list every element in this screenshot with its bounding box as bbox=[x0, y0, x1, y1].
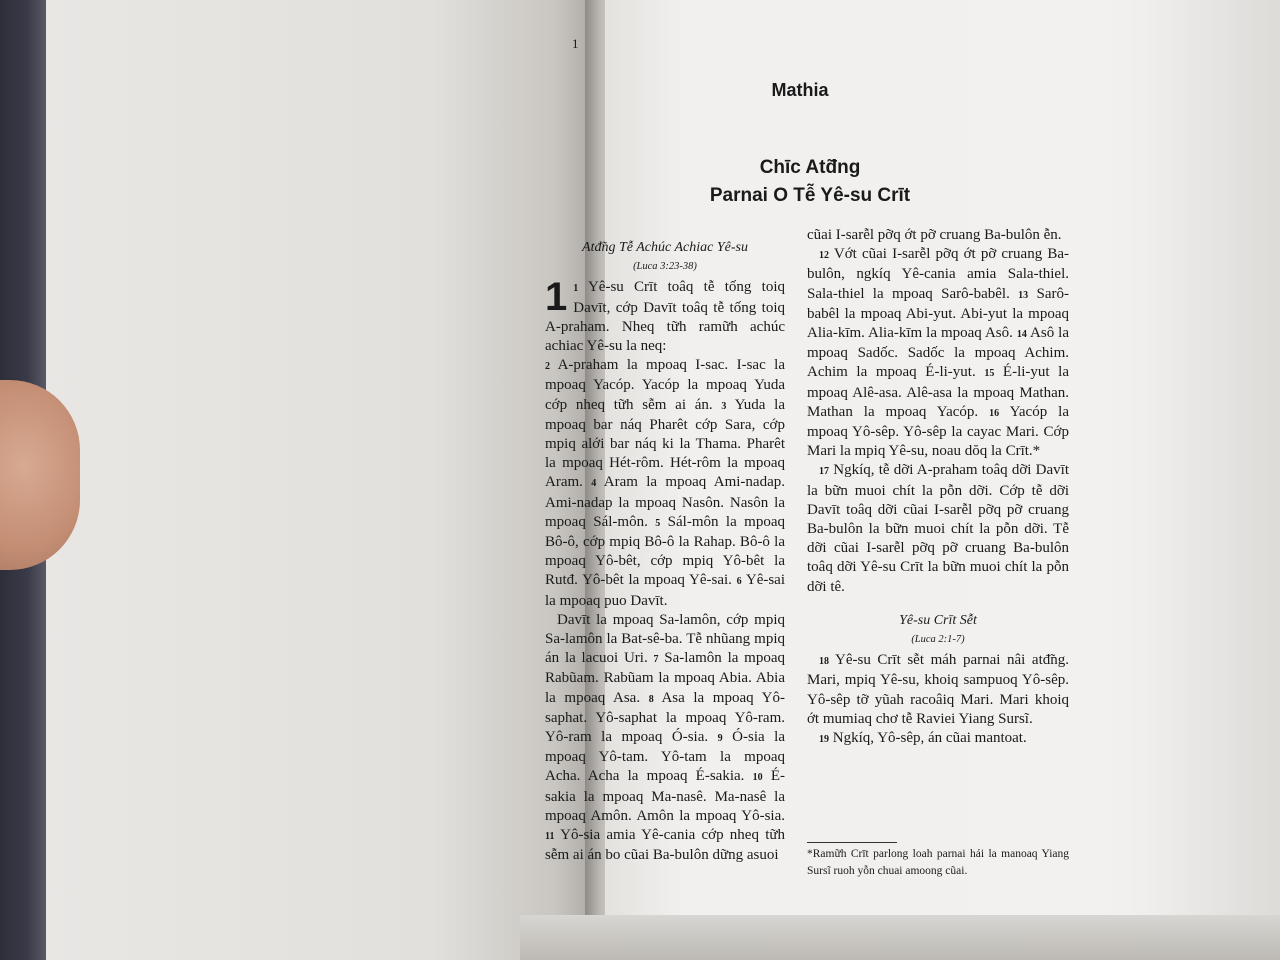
verse-text: cũai I-sarễl pỡq ớt pỡ cruang Ba-bulôn ễn. bbox=[807, 227, 1062, 243]
page-number: 1 bbox=[572, 36, 579, 51]
section-reference: (Luca 3:23-38) bbox=[633, 261, 697, 273]
footnote: *Ramữh Crīt parlong loah parnai hái la manoaq Yiang Sursĩ ruoh yỗn chuai amoong cũai. bbox=[807, 848, 1069, 877]
chapter-title bbox=[600, 154, 1020, 210]
verse-text: Yacóp la mpoaq Yô-sêp. Yô-sêp la cayac Mari. Cớp Mari la mpiq Yê-su, noau dŏq la Crīt.* bbox=[807, 403, 1069, 460]
verse-text: Sarô-babêl la mpoaq Abi-yut. Abi-yut la mpoaq Alia-kīm. Alia-kīm la mpoaq Asô. bbox=[807, 285, 1069, 342]
paragraph bbox=[807, 226, 1069, 245]
verse-text: Yê-sai la mpoaq puo Davīt. bbox=[545, 572, 786, 609]
verse-number: 14 bbox=[1016, 329, 1027, 341]
verse-text: Yê-su Crīt sễt máh parnai nâi atđ̃ng. Mari, mpiq Yê-su, khoiq sampuoq Yô-sêp. Yô-sêp tỡ yũah racoâiq Mari. Mari khoiq ớt mumiaq chơ tễ Raviei Yiang Sursĩ. bbox=[807, 652, 1069, 727]
verse-number: 16 bbox=[989, 407, 1000, 419]
verse-text: Yô-sia amia Yê-cania cớp nheq tữh sễm ai án bo cũai Ba-bulôn dững asuoi bbox=[545, 827, 785, 864]
chapter-title-line2: Parnai O Tễ Yê-su Crīt bbox=[709, 185, 911, 206]
verse-number: 12 bbox=[819, 250, 829, 262]
section-heading: Atđ̃ng Tễ Achúc Achiac Yê-su bbox=[582, 240, 748, 255]
section-heading: Yê-su Crīt Sễt bbox=[899, 612, 977, 628]
footnote-rule bbox=[807, 842, 897, 843]
verse-number: 13 bbox=[1018, 289, 1029, 301]
verse-text: Sa-lamôn la mpoaq Rabũam. Rabũam la mpoaq Abia. Abia la mpoaq Asa. bbox=[545, 650, 785, 706]
verse-number: 5 bbox=[655, 517, 661, 529]
verse-number: 7 bbox=[653, 654, 659, 666]
verse-text: Yuda la mpoaq bar náq Pharêt cớp Sara, cớp mpiq alới bar náq ki la Thama. Pharêt la mpoaq Hét-rôm. Hét-rôm la mpoaq Aram. bbox=[545, 396, 785, 491]
verse-text: A-praham la mpoaq I-sac. I-sac la mpoaq Yacóp. Yacóp la mpoaq Yuda cớp nheq tữh sễm ai án. bbox=[545, 357, 785, 413]
verse-number: 18 bbox=[819, 656, 829, 668]
verse-text: É-sakia la mpoaq Ma-nasê. Ma-nasê la mpoaq Amôn. Amôn la mpoaq Yô-sia. bbox=[545, 768, 785, 824]
section-reference: (Luca 2:1-7) bbox=[911, 634, 965, 646]
paragraph bbox=[807, 651, 1069, 729]
chapter-number: 1 bbox=[545, 275, 568, 320]
verse-number: 2 bbox=[545, 361, 550, 373]
verse-number: 10 bbox=[752, 772, 763, 784]
paragraph bbox=[807, 461, 1069, 596]
right-text-column bbox=[807, 226, 1069, 749]
paragraph bbox=[545, 356, 785, 611]
verse-text: Asa la mpoaq Yô-saphat. Yô-saphat la mpoaq Yô-ram. Yô-ram la mpoaq Ó-sia. bbox=[545, 689, 785, 746]
chapter-title-line1: Chīc Atđ̃ng bbox=[759, 157, 861, 178]
verse-number: 9 bbox=[717, 733, 723, 745]
verse-number: 3 bbox=[721, 400, 727, 412]
verse-text: Ngkíq, tễ dỡi A-praham toâq dỡi Davīt la bữn muoi chít la pỗn dỡi. Cớp tễ dỡi Davīt toâq dỡi cũai I-sarễl pỡq pỡ cruang Ba-bulôn la bữn muoi chít la pỗn dỡi. Tễ dỡi cũai I-sarễl pỡq pỡ cruang Ba-bulôn toâq dỡi Yê-su Crīt la bữn muoi chít la pỗn dỡi tê. bbox=[807, 462, 1070, 595]
verse-text: Ó-sia la mpoaq Yô-tam. Yô-tam la mpoaq Acha. Acha la mpoaq É-sakia. bbox=[545, 729, 786, 785]
paragraph bbox=[545, 275, 786, 356]
verse-number: 15 bbox=[984, 368, 995, 380]
left-text-column bbox=[545, 238, 785, 866]
verse-text: Yê-su Crīt toâq tễ tống toiq Davīt, cớp Davīt toâq tễ tống toiq A-praham. Nheq tữh ramữh achúc achiac Yê-su la neq: bbox=[545, 279, 786, 355]
verse-text: Aram la mpoaq Ami-nadap. Ami-nadap la mpoaq Nasôn. Nasôn la mpoaq Sál-môn. bbox=[545, 474, 785, 530]
verse-number: 6 bbox=[736, 576, 742, 588]
verse-number: 1 bbox=[573, 283, 579, 295]
verse-number: 17 bbox=[819, 466, 829, 478]
paragraph bbox=[807, 729, 1069, 749]
spacer bbox=[807, 597, 1069, 611]
verse-text: Vớt cũai I-sarễl pỡq ớt pỡ cruang Ba-bulôn, ngkíq Yê-cania amia Sala-thiel. Sala-thiel la mpoaq Sarô-babêl. bbox=[807, 246, 1069, 302]
verse-number: 19 bbox=[819, 734, 829, 746]
verse-text: Davīt la mpoaq Sa-lamôn, cớp mpiq Sa-lamôn la Bat-sê-ba. Tễ nhũang mpiq án la lacuoi Uri. bbox=[545, 611, 785, 667]
book-title: Mathia bbox=[771, 80, 829, 100]
verse-text: Asô la mpoaq Sadốc. Sadốc la mpoaq Achim. Achim la mpoaq É-li-yut. bbox=[807, 325, 1070, 381]
verse-text: Ngkíq, Yô-sêp, án cũai mantoat. bbox=[832, 730, 1027, 747]
verse-number: 11 bbox=[545, 831, 555, 843]
verse-number: 4 bbox=[591, 478, 597, 490]
verse-number: 8 bbox=[648, 693, 654, 705]
verse-text: É-li-yut la mpoaq Alê-asa. Alê-asa la mpoaq Mathan. Mathan la mpoaq Yacóp. bbox=[807, 364, 1070, 420]
paragraph bbox=[807, 245, 1069, 461]
paragraph bbox=[545, 611, 785, 866]
verse-text: Sál-môn la mpoaq Bô-ô, cớp mpiq Bô-ô la Rahap. Bô-ô la mpoaq Yô-bêt, cớp mpiq Yô-bêt la Rutđ. Yô-bêt la mpoaq Yê-sai. bbox=[545, 513, 785, 589]
